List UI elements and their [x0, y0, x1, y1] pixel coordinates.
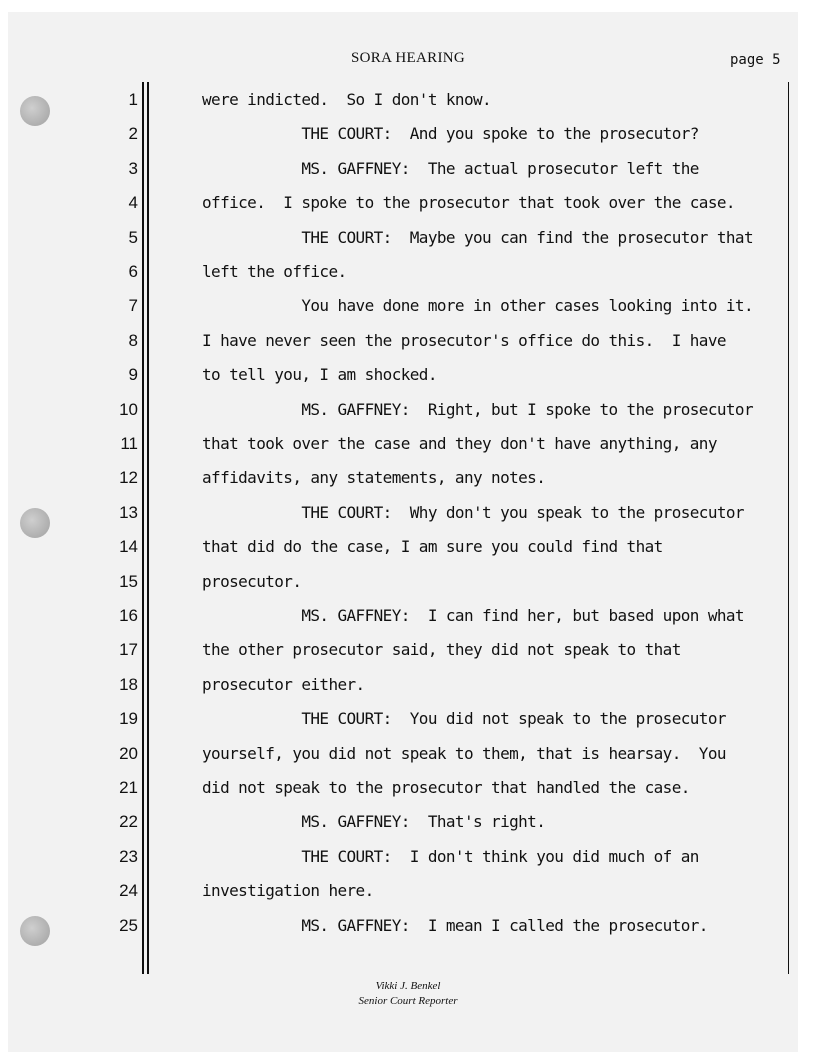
transcript-title: SORA HEARING	[350, 50, 466, 66]
line-text: MS. GAFFNEY: The actual prosecutor left the	[202, 158, 699, 178]
line-number: 18	[119, 674, 138, 694]
line-number: 11	[120, 434, 138, 453]
line-text: MS. GAFFNEY: I mean I called the prosecutor.	[202, 915, 708, 935]
line-number: 16	[119, 606, 138, 625]
line-number: 10	[119, 399, 138, 419]
transcript-line	[0, 806, 790, 840]
line-text: You have done more in other cases looking into it.	[202, 296, 754, 316]
line-text: left the office.	[202, 262, 347, 281]
transcript-line	[0, 531, 790, 565]
line-number: 24	[119, 881, 138, 901]
transcript-line	[0, 428, 790, 462]
line-text: investigation here.	[202, 881, 374, 901]
line-number: 20	[119, 743, 138, 763]
line-text: THE COURT: You did not speak to the prosecutor	[202, 709, 726, 729]
transcript-line	[0, 256, 790, 290]
line-text: were indicted. So I don't know.	[202, 90, 492, 109]
line-number: 6	[128, 262, 138, 281]
transcript-line	[0, 462, 790, 496]
line-number: 8	[128, 330, 138, 350]
line-number: 12	[119, 468, 138, 488]
line-text: yourself, you did not speak to them, that is hearsay. You	[202, 743, 726, 763]
transcript-line	[0, 703, 790, 737]
transcript-line	[0, 187, 790, 221]
line-number: 22	[119, 812, 138, 832]
line-text: the other prosecutor said, they did not speak to that	[202, 640, 681, 660]
reporter-name: Vikki J. Benkel	[375, 980, 441, 992]
transcript-line	[0, 634, 790, 668]
line-number: 19	[119, 709, 138, 729]
page-number: page 5	[730, 52, 781, 68]
transcript-line	[0, 875, 790, 909]
line-text: that did do the case, I am sure you could find that	[202, 537, 663, 557]
transcript-line	[0, 566, 790, 600]
line-number: 1	[128, 90, 138, 109]
line-text: THE COURT: I don't think you did much of an	[202, 846, 699, 866]
line-text: prosecutor.	[202, 571, 302, 591]
line-text: did not speak to the prosecutor that handled the case.	[202, 778, 690, 797]
line-number: 9	[128, 365, 138, 385]
line-text: MS. GAFFNEY: Right, but I spoke to the prosecutor	[202, 399, 754, 419]
line-text: THE COURT: Maybe you can find the prosecutor that	[202, 227, 754, 247]
transcript-line	[0, 738, 790, 772]
transcript-line	[0, 600, 790, 634]
line-text: MS. GAFFNEY: I can find her, but based upon what	[202, 606, 744, 625]
line-number: 13	[119, 502, 138, 522]
transcript-line	[0, 290, 790, 324]
transcript-line	[0, 772, 790, 806]
line-number: 2	[128, 124, 138, 144]
transcript-line	[0, 669, 790, 703]
line-text: office. I spoke to the prosecutor that took over the case.	[202, 193, 735, 213]
line-text: affidavits, any statements, any notes.	[202, 468, 546, 488]
transcript-line	[0, 153, 790, 187]
line-text: prosecutor either.	[202, 674, 365, 694]
transcript-line	[0, 118, 790, 152]
transcript-line	[0, 497, 790, 531]
line-text: to tell you, I am shocked.	[202, 365, 437, 385]
transcript-line	[0, 222, 790, 256]
line-text: THE COURT: And you spoke to the prosecutor?	[202, 124, 699, 144]
line-number: 3	[128, 158, 138, 178]
line-number: 25	[119, 915, 138, 935]
line-number: 14	[119, 537, 138, 557]
transcript-line	[0, 84, 790, 118]
reporter-title: Senior Court Reporter	[358, 995, 458, 1007]
line-text: that took over the case and they don't have anything, any	[202, 434, 717, 453]
transcript-line	[0, 359, 790, 393]
line-number: 15	[119, 571, 138, 591]
transcript-line	[0, 325, 790, 359]
line-text: I have never seen the prosecutor's office do this. I have	[202, 330, 726, 350]
transcript-line	[0, 841, 790, 875]
line-number: 5	[128, 227, 138, 247]
line-number: 21	[119, 778, 138, 797]
transcript-line	[0, 394, 790, 428]
line-number: 7	[128, 296, 138, 316]
line-number: 23	[119, 846, 138, 866]
line-number: 17	[119, 640, 138, 660]
line-text: MS. GAFFNEY: That's right.	[202, 812, 546, 832]
transcript-line	[0, 910, 790, 944]
line-number: 4	[128, 193, 138, 213]
line-text: THE COURT: Why don't you speak to the prosecutor	[202, 502, 744, 522]
